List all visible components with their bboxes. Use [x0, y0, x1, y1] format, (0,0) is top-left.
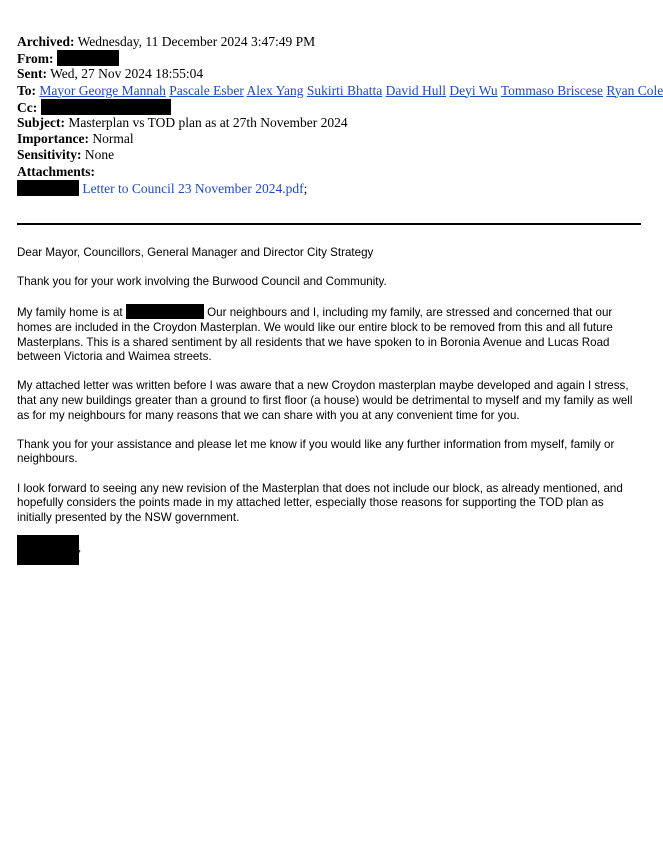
to-recipient-link[interactable]: Pascale Esber: [169, 82, 244, 98]
to-row: [17, 82, 663, 99]
attachment-redaction: [17, 180, 79, 196]
archived-value: Wednesday, 11 December 2024 3:47:49 PM: [77, 34, 316, 49]
from-row: [17, 50, 637, 66]
sent-row: [17, 66, 637, 82]
subject-row: [17, 115, 637, 131]
cc-redaction: [41, 99, 171, 115]
subject-value: Masterplan vs TOD plan as at 27th November 2024: [68, 114, 348, 130]
sent-value: Wed, 27 Nov 2024 18:55:04: [50, 66, 204, 82]
home-prefix: My family home is at: [17, 306, 123, 320]
importance-label: Importance:: [17, 131, 89, 147]
to-recipient-link[interactable]: Sukirti Bhatta: [306, 82, 383, 98]
to-recipient-link[interactable]: Mayor George Mannah: [39, 82, 166, 98]
archived-row: [17, 34, 637, 50]
subject-label: Subject:: [17, 114, 65, 130]
paragraph-home: [17, 304, 639, 364]
to-label: To:: [17, 82, 37, 98]
attachment-row: [17, 180, 637, 196]
from-label: From:: [17, 51, 54, 67]
header-divider: [17, 223, 641, 225]
attachments-label: Attachments:: [17, 163, 95, 179]
sensitivity-value: None: [84, 147, 115, 163]
cc-label: Cc:: [17, 99, 38, 115]
address-redaction: [126, 304, 204, 319]
home-rest: Our neighbours and I, including my family, are stressed and concerned that our homes are included in the Croydon Masterplan. We would like our entire block to be removed from this and all future Masterplans. This is a shared sentiment by all residents that we have spoken to in Boronia Avenue and Lucas Road between Victoria and Waimea streets.: [17, 306, 613, 364]
attachment-link[interactable]: Letter to Council 23 November 2024.pdf: [82, 180, 304, 196]
to-recipient-link[interactable]: Ryan Cole: [606, 82, 663, 98]
email-body: [17, 246, 639, 540]
greeting: Dear Mayor, Councillors, General Manager and Director City Strategy: [17, 246, 374, 259]
to-recipient-link[interactable]: David Hull: [385, 82, 446, 98]
importance-value: Normal: [92, 131, 134, 147]
signature-redaction: [17, 535, 79, 565]
to-recipient-link[interactable]: Tommaso Briscese: [500, 82, 603, 98]
from-redaction: [57, 50, 119, 66]
paragraph-letter: My attached letter was written before I was aware that a new Croydon masterplan maybe developed and again I stress, that any new buildings greater than a ground to first floor (a house) would be detrimental to myself and my family as well as for my neighbours for many reasons that we can share with you at any convenient time for you.: [17, 379, 633, 422]
to-recipient-link[interactable]: Deyi Wu: [449, 82, 498, 98]
cc-row: [17, 99, 637, 115]
sensitivity-label: Sensitivity:: [17, 147, 82, 163]
sent-label: Sent:: [17, 66, 47, 82]
importance-row: [17, 131, 637, 147]
attachments-row: [17, 164, 637, 180]
paragraph-thanks: Thank you for your work involving the Burwood Council and Community.: [17, 275, 387, 289]
archived-label: Archived:: [17, 34, 75, 49]
paragraph-closing: I look forward to seeing any new revision of the Masterplan that does not include our block, as already mentioned, and hopefully considers the points made in my attached letter, especially those reasons for supporting the TOD plan as initially presented by the NSW government.: [17, 481, 623, 524]
email-header: [17, 34, 663, 196]
to-recipient-link[interactable]: Alex Yang: [246, 82, 304, 98]
paragraph-assistance: Thank you for your assistance and please let me know if you would like any further information from myself, family or neighbours.: [17, 437, 615, 466]
attachment-separator: ;: [303, 180, 308, 196]
sensitivity-row: [17, 147, 637, 163]
signature-mark: ,: [78, 540, 81, 554]
